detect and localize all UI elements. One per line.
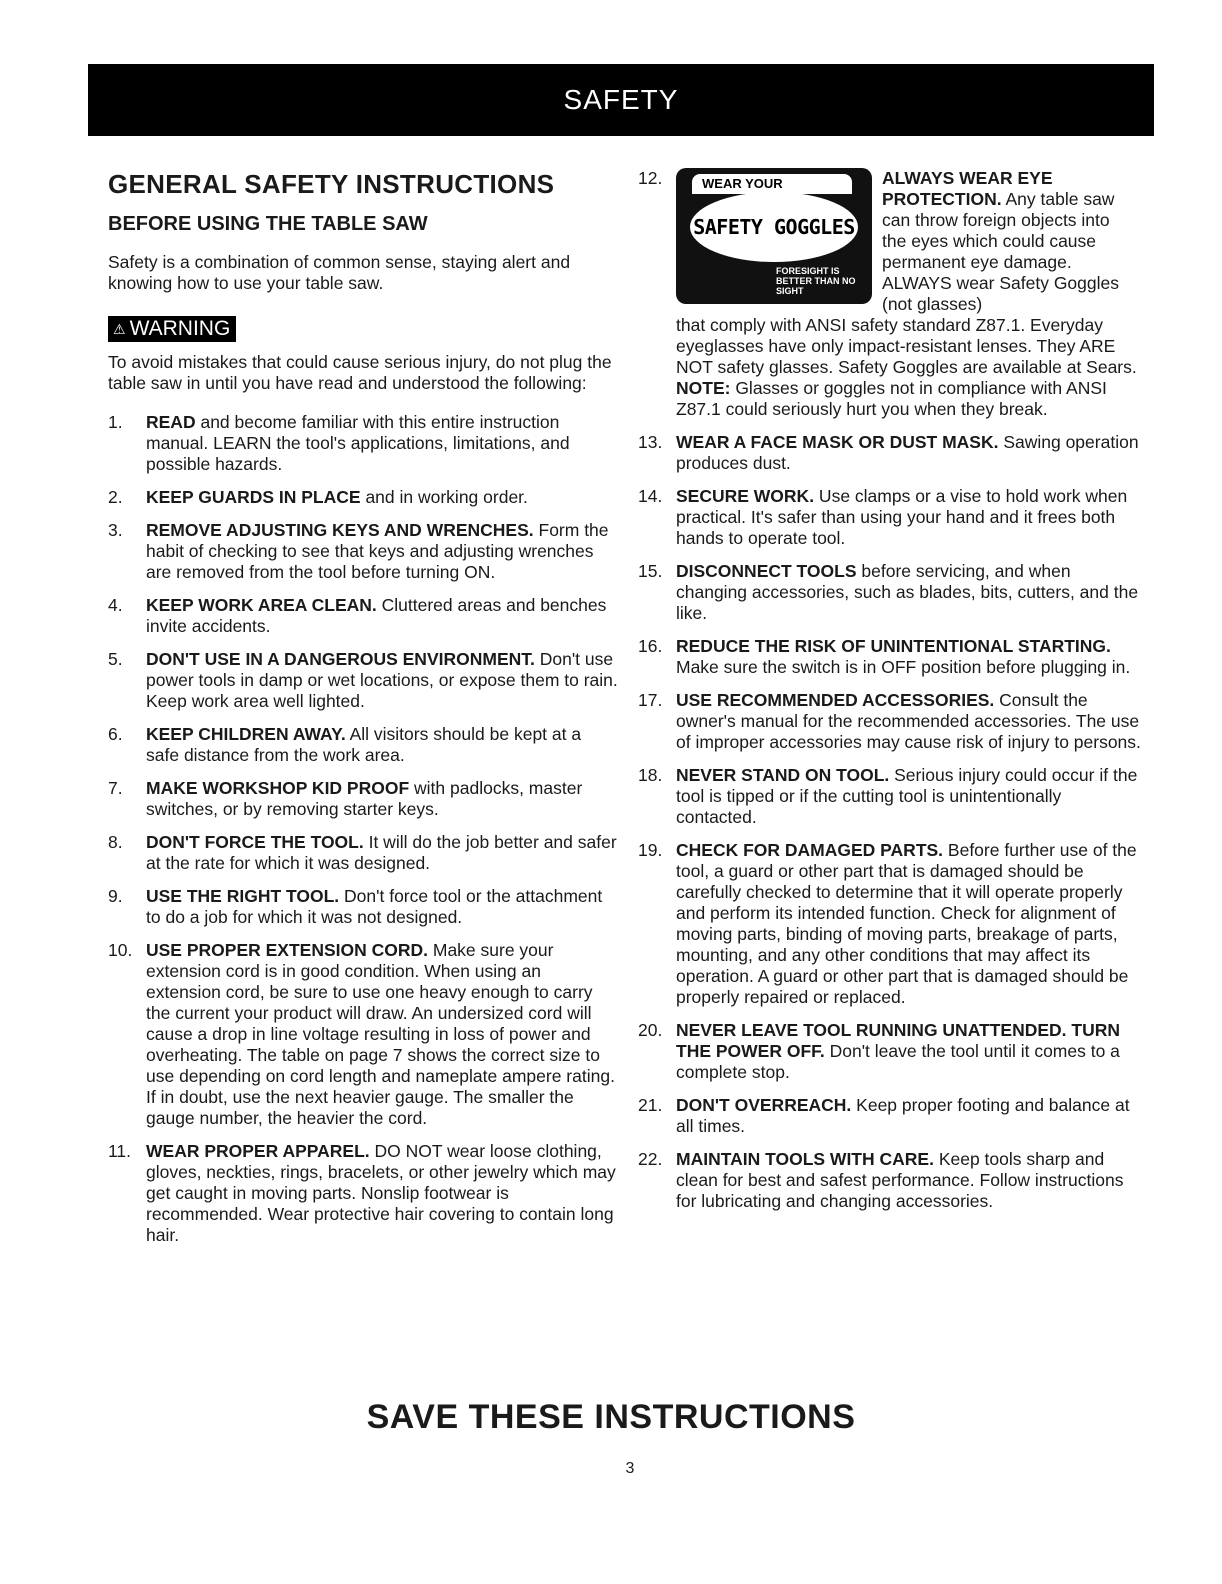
- item-12-eye-protection: [638, 168, 1142, 315]
- list-item: [108, 886, 618, 928]
- item-number: 13.: [638, 432, 663, 452]
- item-text: Keep tools sharp and clean for best and safest performance. Follow instructions for lubricating and changing accessories.: [676, 1149, 1124, 1211]
- warning-label: WARNING: [129, 317, 231, 340]
- warning-badge: [108, 316, 236, 342]
- item-number: 22.: [638, 1149, 663, 1169]
- item-heading: NEVER LEAVE TOOL RUNNING UNATTENDED. TURN THE POWER OFF.: [676, 1020, 1121, 1061]
- item-heading: WEAR A FACE MASK OR DUST MASK.: [676, 432, 999, 452]
- list-item: [638, 486, 1142, 549]
- note-label: NOTE:: [676, 378, 731, 398]
- item-text: Form the habit of checking to see that keys and adjusting wrenches are removed from the tool before turning ON.: [146, 520, 609, 582]
- right-instruction-list: [638, 432, 1142, 1212]
- item-number: 2.: [108, 487, 123, 507]
- item-number: 18.: [638, 765, 663, 785]
- badge-main-text: SAFETY GOGGLES: [693, 214, 855, 239]
- item-text: Consult the owner's manual for the recommended accessories. The use of improper accessories may cause risk of injury to persons.: [676, 690, 1141, 752]
- item-number: 12.: [638, 168, 663, 188]
- section-header: [88, 64, 1154, 136]
- item-number: 16.: [638, 636, 663, 656]
- item-text: Cluttered areas and benches invite accidents.: [146, 595, 607, 636]
- item-text: Sawing operation produces dust.: [676, 432, 1139, 473]
- item-text: Make sure the switch is in OFF position before plugging in.: [676, 657, 1131, 677]
- header-title: SAFETY: [563, 84, 679, 115]
- item-number: 5.: [108, 649, 123, 669]
- item-text: Before further use of the tool, a guard or other part that is damaged should be carefully checked to determine that it will operate properly and perform its intended function. Check for alignment of moving parts, binding of moving parts, breakage of parts, mounting, and any other conditions that may affect its operation. A guard or other part that is damaged should be properly repaired or replaced.: [676, 840, 1137, 1007]
- list-item: [638, 1020, 1142, 1083]
- list-item: [108, 832, 618, 874]
- item-heading: KEEP GUARDS IN PLACE: [146, 487, 361, 507]
- item-number: 8.: [108, 832, 123, 852]
- item-number: 19.: [638, 840, 663, 860]
- list-item: [108, 595, 618, 637]
- list-item: [108, 412, 618, 475]
- list-item: [108, 520, 618, 583]
- section-title: GENERAL SAFETY INSTRUCTIONS: [108, 169, 555, 199]
- badge-top-label: WEAR YOUR: [692, 174, 852, 194]
- badge-slogan: FORESIGHT IS BETTER THAN NO SIGHT: [776, 266, 856, 296]
- item-number: 17.: [638, 690, 663, 710]
- item-text: Don't force tool or the attachment to do a job for which it was not designed.: [146, 886, 603, 927]
- list-item: [108, 778, 618, 820]
- list-item: [108, 724, 618, 766]
- item-text: Don't leave the tool until it comes to a complete stop.: [676, 1041, 1120, 1082]
- list-item: [638, 561, 1142, 624]
- item-text: It will do the job better and safer at the rate for which it was designed.: [146, 832, 617, 873]
- intro-paragraph: Safety is a combination of common sense, staying alert and knowing how to use your table saw.: [108, 252, 571, 293]
- item-number: 7.: [108, 778, 123, 798]
- item-12-continuation: that comply with ANSI safety standard Z87.1. Everyday eyeglasses have only impact-resistant lenses. They ARE NOT safety glasses. Safety Goggles are available at Sears. NOTE: Glasses or goggles not in compliance with ANSI Z87.1 could seriously hurt you when they break.: [676, 315, 1137, 419]
- item-heading: MAKE WORKSHOP KID PROOF: [146, 778, 410, 798]
- item-heading: KEEP WORK AREA CLEAN.: [146, 595, 377, 615]
- item-text: and become familiar with this entire instruction manual. LEARN the tool's applications, limitations, and possible hazards.: [146, 412, 570, 474]
- safety-goggles-badge: [676, 168, 872, 304]
- warning-triangle-icon: ⚠: [113, 321, 126, 337]
- item-text: with padlocks, master switches, or by removing starter keys.: [146, 778, 583, 819]
- item-text: Use clamps or a vise to hold work when practical. It's safer than using your hand and it frees both hands to operate tool.: [676, 486, 1128, 548]
- list-item: [638, 432, 1142, 474]
- item-heading: WEAR PROPER APPAREL.: [146, 1141, 370, 1161]
- list-item: [638, 1095, 1142, 1137]
- right-column: [638, 168, 1142, 1224]
- page-number: 3: [625, 1460, 635, 1477]
- note-text: Glasses or goggles not in compliance with ANSI Z87.1 could seriously hurt you when they break.: [676, 378, 1107, 419]
- list-item: [108, 487, 618, 508]
- item-text: before servicing, and when changing accessories, such as blades, bits, cutters, and the like.: [676, 561, 1139, 623]
- item-number: 15.: [638, 561, 663, 581]
- item-number: 4.: [108, 595, 123, 615]
- item-text: Make sure your extension cord is in good condition. When using an extension cord, be sure to use one heavy enough to carry the current your product will draw. An undersized cord will cause a drop in line voltage resulting in loss of power and overheating. The table on page 7 shows the correct size to use depending on cord length and nameplate ampere rating. If in doubt, use the next heavier gauge. The smaller the gauge number, the heavier the cord.: [146, 940, 615, 1128]
- list-item: [108, 1141, 618, 1246]
- item-number: 9.: [108, 886, 123, 906]
- item-text: All visitors should be kept at a safe distance from the work area.: [146, 724, 582, 765]
- item-number: 21.: [638, 1095, 663, 1115]
- list-item: [638, 636, 1142, 678]
- item-number: 14.: [638, 486, 663, 506]
- sub-title: BEFORE USING THE TABLE SAW: [108, 213, 428, 235]
- item-heading: CHECK FOR DAMAGED PARTS.: [676, 840, 944, 860]
- save-instructions-title: SAVE THESE INSTRUCTIONS: [366, 1398, 856, 1436]
- item-heading: DISCONNECT TOOLS: [676, 561, 857, 581]
- item-text: Don't use power tools in damp or wet locations, or expose them to rain. Keep work area well lighted.: [146, 649, 618, 711]
- item-heading: SECURE WORK.: [676, 486, 815, 506]
- item-number: 11.: [108, 1141, 132, 1161]
- item-heading: DON'T USE IN A DANGEROUS ENVIRONMENT.: [146, 649, 535, 669]
- list-item: [638, 690, 1142, 753]
- left-column: [108, 168, 618, 1258]
- item-heading: MAINTAIN TOOLS WITH CARE.: [676, 1149, 934, 1169]
- item-text: Serious injury could occur if the tool is tipped or if the cutting tool is unintentionally contacted.: [676, 765, 1138, 827]
- list-item: [638, 1149, 1142, 1212]
- item-number: 10.: [108, 940, 133, 960]
- item-heading: REDUCE THE RISK OF UNINTENTIONAL STARTING.: [676, 636, 1111, 656]
- list-item: [108, 649, 618, 712]
- warning-text: To avoid mistakes that could cause serious injury, do not plug the table saw in until you have read and understood the following:: [108, 352, 612, 393]
- left-instruction-list: [108, 412, 618, 1246]
- item-text: DO NOT wear loose clothing, gloves, neckties, rings, bracelets, or other jewelry which may get caught in moving parts. Nonslip footwear is recommended. Wear protective hair covering to contain long hair.: [146, 1141, 616, 1245]
- item-heading: KEEP CHILDREN AWAY.: [146, 724, 346, 744]
- list-item: [108, 940, 618, 1129]
- goggles-icon: [690, 192, 858, 262]
- item-number: 20.: [638, 1020, 663, 1040]
- item-number: 3.: [108, 520, 123, 540]
- item-heading: READ: [146, 412, 196, 432]
- item-text: and in working order.: [360, 487, 528, 507]
- item-number: 6.: [108, 724, 123, 744]
- list-item: [638, 840, 1142, 1008]
- item-heading: NEVER STAND ON TOOL.: [676, 765, 890, 785]
- item-heading: USE RECOMMENDED ACCESSORIES.: [676, 690, 995, 710]
- item-heading: REMOVE ADJUSTING KEYS AND WRENCHES.: [146, 520, 534, 540]
- list-item: [638, 765, 1142, 828]
- item-heading: USE PROPER EXTENSION CORD.: [146, 940, 428, 960]
- item-heading: DON'T FORCE THE TOOL.: [146, 832, 364, 852]
- item-text: Any table saw can throw foreign objects into the eyes which could cause permanent eye damage. ALWAYS wear Safety Goggles (not glasses): [882, 189, 1120, 314]
- item-text: Keep proper footing and balance at all times.: [676, 1095, 1130, 1136]
- item-heading: USE THE RIGHT TOOL.: [146, 886, 340, 906]
- item-heading: DON'T OVERREACH.: [676, 1095, 852, 1115]
- item-number: 1.: [108, 412, 123, 432]
- item-heading: ALWAYS WEAR EYE PROTECTION.: [882, 168, 1053, 209]
